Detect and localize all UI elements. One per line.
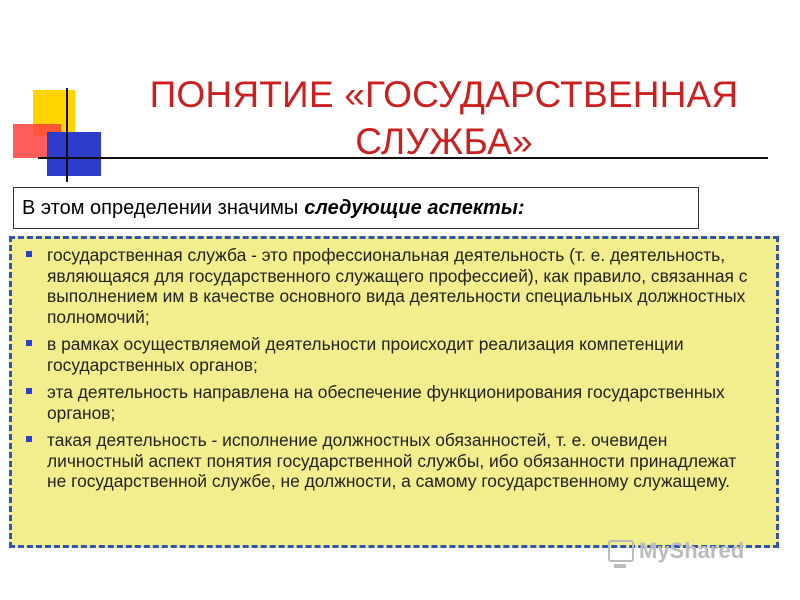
list-item-text: государственная служба - это профессиональная деятельность (т. е. деятельность, являющаяся для государственного служащего профессией), как правило, связанная с выполнением им в качестве основного вида деятельности специальных должностных полномочий; <box>47 245 748 327</box>
list-item <box>24 245 760 327</box>
slide-title: ПОНЯТИЕ «ГОСУДАРСТВЕННАЯ СЛУЖБА» <box>149 73 739 162</box>
bullet-list <box>24 245 760 492</box>
subtitle-text: В этом определении значимы <box>22 196 299 219</box>
subtitle-box <box>13 187 699 229</box>
list-item <box>24 334 760 375</box>
blue-square <box>47 132 101 176</box>
bullet-square-icon <box>26 251 32 257</box>
watermark <box>608 538 744 564</box>
vertical-rule <box>66 88 68 182</box>
watermark-text: MyShared <box>639 538 745 563</box>
list-item-text: в рамках осуществляемой деятельности происходит реализация компетенции государственных органов; <box>47 334 684 375</box>
list-item-text: эта деятельность направлена на обеспечение функционирования государственных органов; <box>47 382 725 423</box>
list-item <box>24 382 760 423</box>
bullet-square-icon <box>26 340 32 346</box>
subtitle-emphasis: следующие аспекты: <box>304 196 525 219</box>
content-box <box>9 236 779 548</box>
list-item <box>24 430 760 492</box>
bullet-square-icon <box>26 388 32 394</box>
list-item-text: такая деятельность - исполнение должностных обязанностей, т. е. очевиден личностный аспект понятия государственной службы, ибо обязанности принадлежат не государственной службе, не должности, а самому государственному служащему. <box>47 430 737 491</box>
bullet-square-icon <box>26 436 32 442</box>
presentation-screen-icon <box>608 540 634 562</box>
